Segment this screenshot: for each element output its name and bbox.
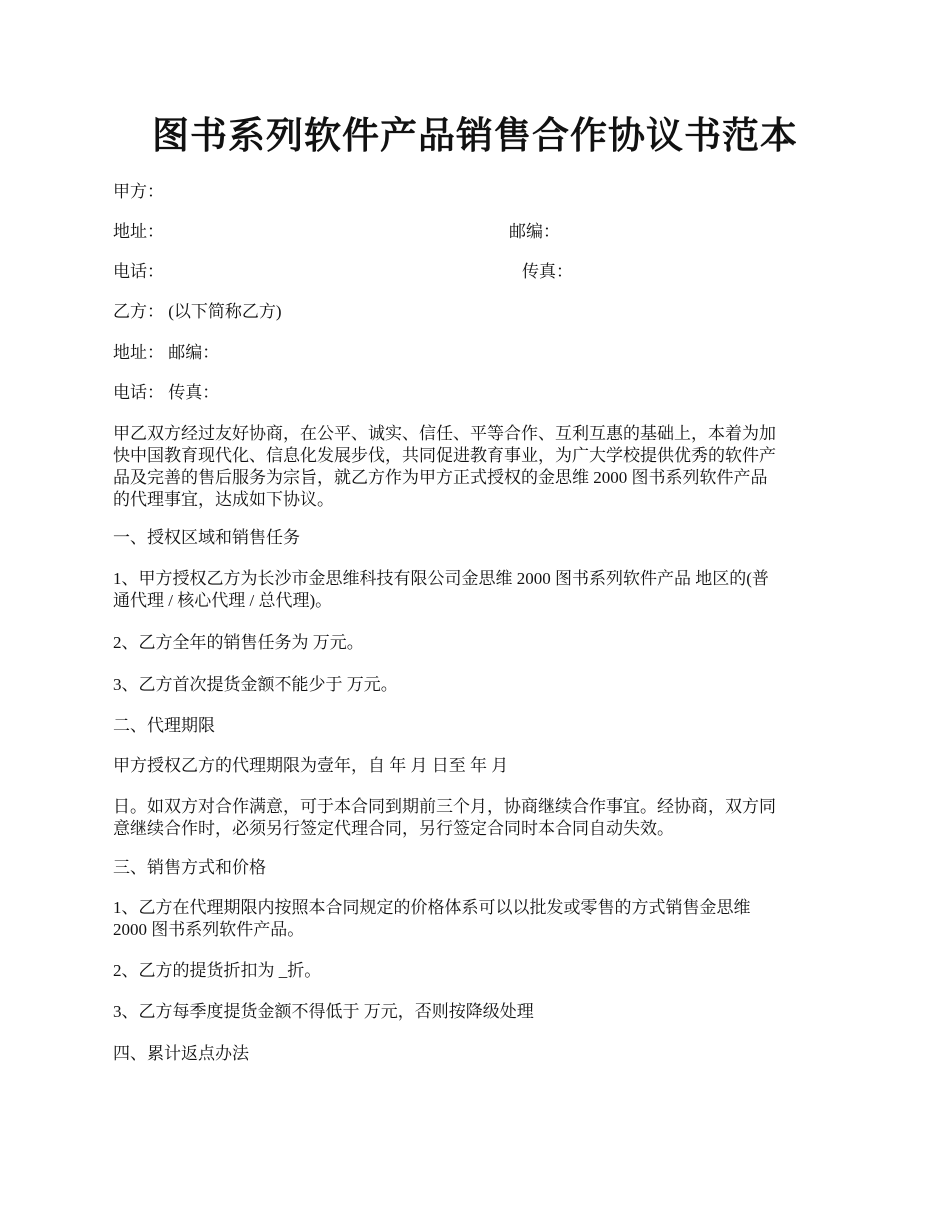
section4-heading: 四、累计返点办法	[113, 1044, 249, 1063]
party-a-fax: 传真：	[522, 262, 573, 281]
party-a-address: 地址：	[113, 222, 164, 241]
section1-item3: 3、乙方首次提货金额不能少于 万元。	[113, 675, 398, 694]
section2-line2: 日。如双方对合作满意，可于本合同到期前三个月，协商继续合作事宜。经协商，双方同 意继续合作时，必须另行签定代理合同，另行签定合同时本合同自动失效。	[113, 797, 776, 838]
party-b-label: 乙方： (以下简称乙方)	[113, 302, 282, 321]
section1-heading: 一、授权区域和销售任务	[113, 528, 300, 547]
party-b-phone-fax: 电话： 传真：	[113, 383, 220, 402]
party-a-postcode: 邮编：	[509, 222, 560, 241]
section1-item2: 2、乙方全年的销售任务为 万元。	[113, 633, 364, 652]
intro-paragraph: 甲乙双方经过友好协商，在公平、诚实、信任、平等合作、互利互惠的基础上，本着为加 快中国教育现代化、信息化发展步伐，共同促进教育事业，为广大学校提供优秀的软件产 品及完善的售后服务为宗旨，就乙方作为甲方正式授权的金思维 2000 图书系列软件产品 的代理事宜，达成如下协议。	[113, 424, 776, 509]
section3-heading: 三、销售方式和价格	[113, 858, 266, 877]
section3-item1: 1、乙方在代理期限内按照本合同规定的价格体系可以以批发或零售的方式销售金思维 2000 图书系列软件产品。	[113, 898, 751, 939]
party-a-phone: 电话：	[113, 262, 164, 281]
party-a-label: 甲方：	[113, 182, 164, 201]
section3-item3: 3、乙方每季度提货金额不得低于 万元，否则按降级处理	[113, 1002, 534, 1021]
section2-heading: 二、代理期限	[113, 716, 215, 735]
party-b-address-postcode: 地址： 邮编：	[113, 343, 220, 362]
section3-item2: 2、乙方的提货折扣为 _折。	[113, 961, 322, 980]
section1-item1: 1、甲方授权乙方为长沙市金思维科技有限公司金思维 2000 图书系列软件产品 地区的(普 通代理 / 核心代理 / 总代理)。	[113, 569, 769, 610]
document-title: 图书系列软件产品销售合作协议书范本	[152, 116, 798, 157]
section2-line1: 甲方授权乙方的代理期限为壹年，自 年 月 日至 年 月	[113, 756, 509, 775]
